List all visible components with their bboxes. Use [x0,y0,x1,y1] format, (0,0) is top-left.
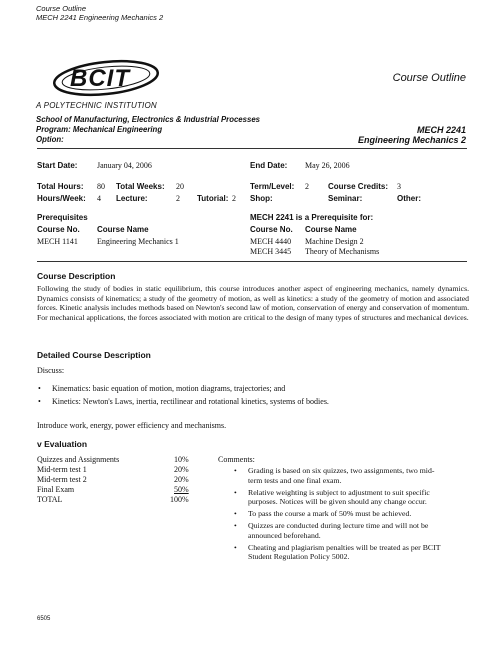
list-item: • Cheating and plagiarism penalties will be treated as per BCIT Student Regulation Policy 5002. [230,543,448,563]
start-date-label: Start Date: [37,161,78,170]
total-weeks-label: Total Weeks: [116,182,165,191]
course-credits-label: Course Credits: [328,182,389,191]
intro-text: Introduce work, energy, power efficiency and mechanisms. [37,421,227,430]
detailed-description-heading: Detailed Course Description [37,350,151,360]
evaluation-item: Quizzes and Assignments [37,455,120,464]
total-hours-label: Total Hours: [37,182,84,191]
lecture-value: 2 [176,194,180,203]
prereq-col-course-name: Course Name [97,225,149,234]
list-item: • Relative weighting is subject to adjustment to suit specific purposes. Notices will be given should any change occur. [230,488,448,508]
evaluation-percent: 20% [174,465,189,474]
school-name: School of Manufacturing, Electronics & Industrial Processes [36,115,260,124]
evaluation-heading: v Evaluation [37,439,88,449]
lecture-label: Lecture: [116,194,148,203]
evaluation-total-label: TOTAL [37,495,63,504]
comments-label: Comments: [218,455,255,464]
divider [37,261,467,262]
total-hours-value: 80 [97,182,105,191]
course-name: Engineering Mechanics 2 [357,135,466,145]
course-description-text: Following the study of bodies in static equilibrium, this course introduces another aspect of engineering mechanics, namely dynamics. Dynamics consists of kinematics; a study of the geometry of motion, as well as kinetics: a study of the geometry of motion and associated forces. Kinetic analysis includes methods based on Newton's second law of motion, conservation of energy and conservation of momentum. For mechanical applications, the forces associated with motion are critical to the design of many types of structures and mechanical devices. [37,284,469,322]
prereq-for-row-name: Theory of Mechanisms [305,247,380,256]
prereq-for-col-course-name: Course Name [305,225,357,234]
evaluation-item: Final Exam [37,485,75,494]
list-item: • Quizzes are conducted during lecture time and will not be announced beforehand. [230,521,448,541]
program-name: Program: Mechanical Engineering [36,125,163,134]
list-item: • Grading is based on six quizzes, two assignments, two mid-term tests and one final exam. [230,466,448,486]
prereq-for-row-name: Machine Design 2 [305,237,364,246]
course-code: MECH 2241 [416,125,466,135]
term-level-value: 2 [305,182,309,191]
evaluation-percent: 50% [174,485,189,494]
shop-label: Shop: [250,194,273,203]
other-label: Other: [397,194,421,203]
evaluation-item: Mid-term test 2 [37,475,87,484]
tutorial-value: 2 [232,194,236,203]
running-header-title: Course Outline [36,4,87,13]
prereq-row-no: MECH 1141 [37,237,78,246]
prereq-row-name: Engineering Mechanics 1 [97,237,179,246]
comments-list [230,466,448,562]
prereq-for-heading: MECH 2241 is a Prerequisite for: [250,213,374,222]
total-weeks-value: 20 [176,182,184,191]
option-label: Option: [36,135,64,144]
evaluation-item: Mid-term test 1 [37,465,87,474]
seminar-label: Seminar: [328,194,363,203]
document-title: Course Outline [392,72,466,84]
evaluation-percent: 20% [174,475,189,484]
end-date-value: May 26, 2006 [305,161,350,170]
list-item: • Kinematics: basic equation of motion, motion diagrams, trajectories; and [34,382,464,395]
hours-week-label: Hours/Week: [37,194,86,203]
list-item: • Kinetics: Newton's Laws, inertia, rectilinear and rotational kinetics, systems of bodies. [34,395,464,408]
course-credits-value: 3 [397,182,401,191]
list-item: • To pass the course a mark of 50% must be achieved. [230,509,448,519]
prereq-for-row-no: MECH 4440 [250,237,292,246]
logo-tagline: A POLYTECHNIC INSTITUTION [36,101,157,110]
prereq-for-row-no: MECH 3445 [250,247,292,256]
prereq-col-course-no: Course No. [37,225,80,234]
discuss-label: Discuss: [37,366,65,375]
running-header-course: MECH 2241 Engineering Mechanics 2 [36,13,164,22]
prereq-for-col-course-no: Course No. [250,225,293,234]
course-description-heading: Course Description [37,271,116,281]
start-date-value: January 04, 2006 [97,161,152,170]
end-date-label: End Date: [250,161,288,170]
hours-week-value: 4 [97,194,101,203]
prerequisites-heading: Prerequisites [37,213,88,222]
footer-code: 6505 [37,616,51,622]
term-level-label: Term/Level: [250,182,295,191]
tutorial-label: Tutorial: [197,194,229,203]
topic-list [34,382,464,408]
evaluation-total-value: 100% [170,495,189,504]
logo-wordmark: BCIT [70,65,130,92]
evaluation-percent: 10% [174,455,189,464]
divider [37,148,467,149]
bcit-logo [48,58,166,98]
